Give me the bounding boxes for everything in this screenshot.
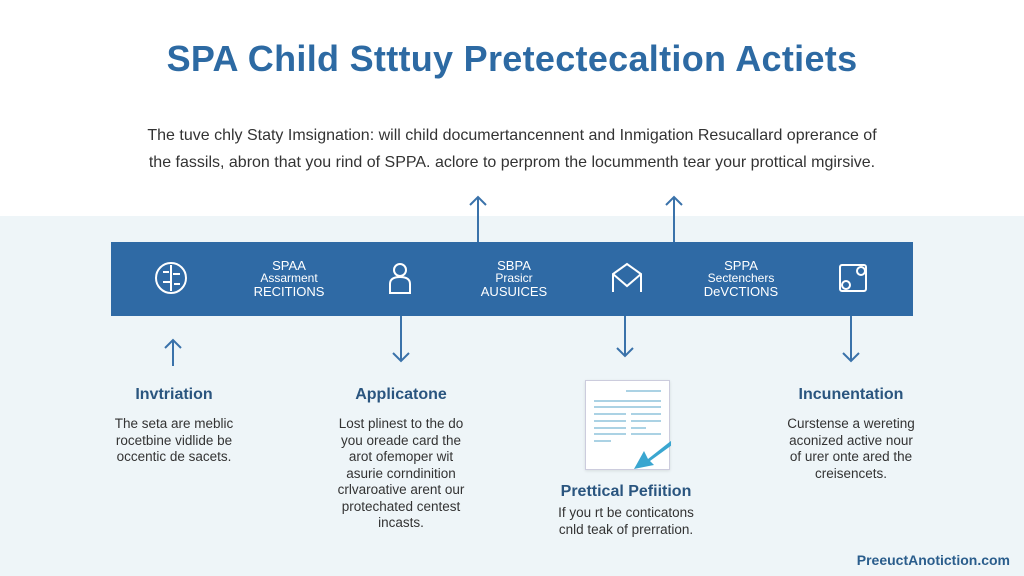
step-incunentation	[761, 386, 941, 482]
step-heading: Applicatone	[355, 386, 447, 403]
step-prettical-pefiition	[526, 483, 726, 538]
brain-icon	[153, 260, 189, 296]
document-check-icon	[586, 381, 671, 471]
down-arrow-icon	[843, 316, 859, 361]
footer-website: PreeuctAnotiction.com	[856, 552, 1010, 568]
step-text: Curstense a wereting aconized active nour of urer onte ared the creisencets.	[787, 416, 915, 481]
step-text: Lost plinest to the do you oreade card the arot ofemoper wit asurie corndinition crlvaroative arent our protechated centest incasts.	[337, 416, 465, 530]
step-text: The seta are meblic rocetbine vidlide be occentic de sacets.	[114, 416, 234, 464]
document-icon	[835, 260, 871, 296]
step-invtriation	[94, 386, 254, 466]
up-arrow-icon	[666, 197, 682, 242]
person-icon	[382, 260, 418, 296]
envelope-icon	[609, 260, 645, 296]
intro-line: The tuve chly Staty Imsignation: will child documertancennent and Inmigation Resucallard oprerance of	[147, 127, 877, 144]
step-text: If you rt be conticatons cnld teak of prerration.	[558, 505, 694, 537]
down-arrow-icon	[617, 316, 633, 356]
intro-line: the fassils, abron that you rind of SPPA. aclore to perprom the locummenth tear your prottical mgirsive.	[148, 154, 876, 171]
up-arrow-icon	[470, 197, 486, 242]
banner-step: SBPA Prasicr AUSUICES	[480, 258, 548, 299]
document-illustration	[585, 380, 670, 470]
process-banner	[111, 242, 913, 316]
page-title: SPA Child Stttuy Pretectecaltion Actiets	[166, 38, 858, 79]
step-applicatone	[311, 386, 491, 532]
up-arrow-icon	[165, 340, 181, 366]
step-heading: Incunentation	[798, 386, 904, 403]
banner-step: SPPA Sectenchers DeVCTIONS	[703, 258, 779, 299]
step-heading: Prettical Pefiition	[560, 483, 692, 500]
step-heading: Invtriation	[135, 386, 213, 403]
banner-step: SPAA Assarment RECITIONS	[253, 258, 325, 299]
down-arrow-icon	[393, 316, 409, 361]
